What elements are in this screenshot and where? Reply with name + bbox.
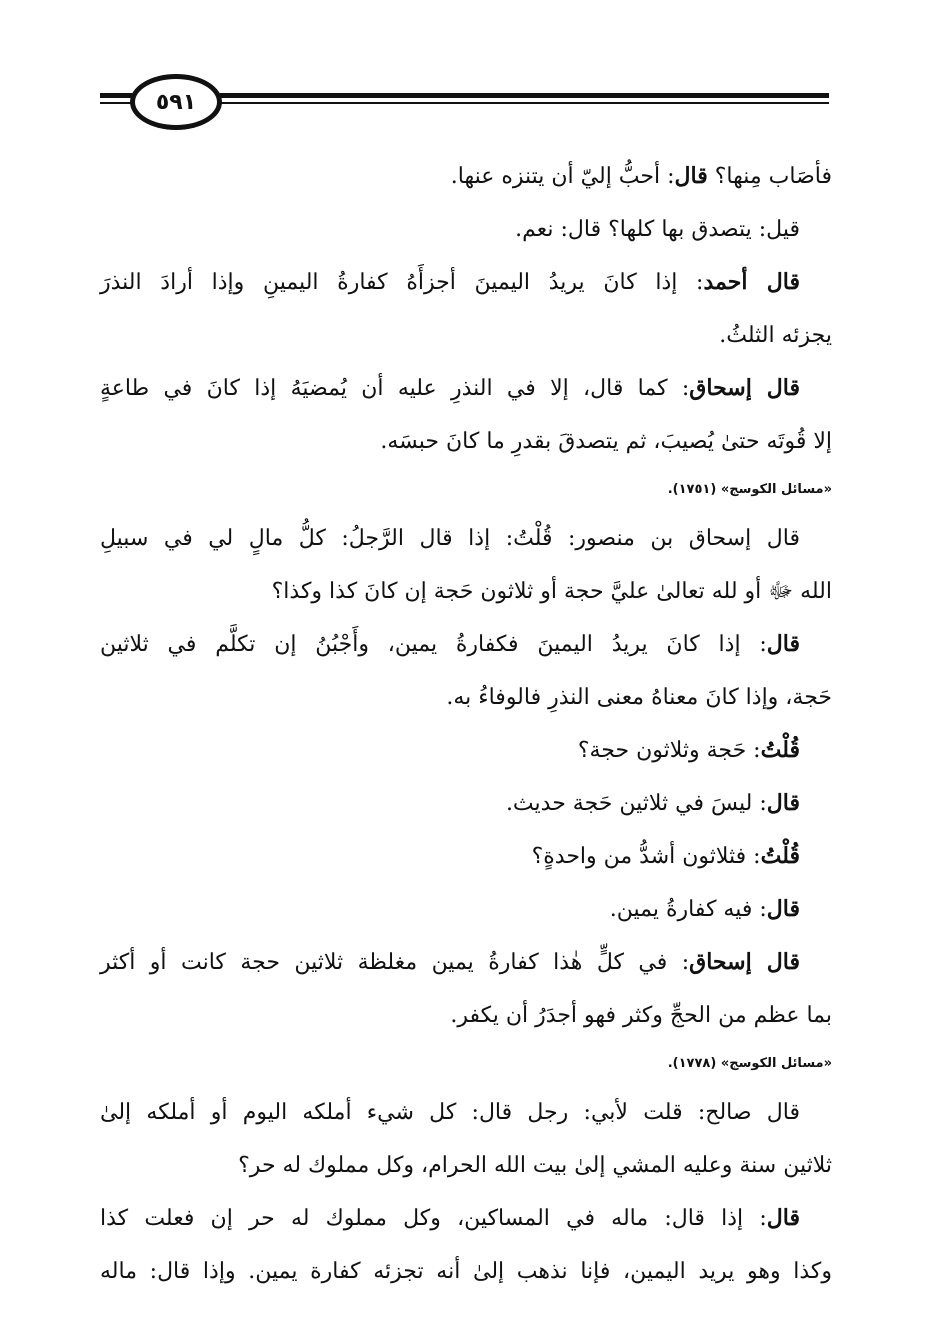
speaker-label: قال — [766, 1205, 800, 1231]
line-text: قال صالح: قلت لأبي: رجل قال: كل شيء أملكه اليوم أو أملكه إلىٰ — [100, 1100, 800, 1125]
speaker-label: قال إسحاق — [689, 375, 800, 401]
line-text: قيل: يتصدق بها كلها؟ قال: نعم. — [515, 217, 800, 242]
line-text: ثلاثين سنة وعليه المشي إلىٰ بيت الله الحرام، وكل مملوك له حر؟ — [238, 1153, 832, 1178]
line-text: بما عظم من الحجِّ وكثر فهو أجدَرُ أن يكفر. — [450, 1003, 832, 1028]
text-line — [100, 203, 832, 256]
text-line — [100, 1139, 832, 1192]
text-line — [100, 512, 832, 565]
page-number-badge — [130, 74, 222, 130]
line-text: الله ﷻ أو لله تعالىٰ عليَّ حجة أو ثلاثون حَجة إن كانَ كذا وكذا؟ — [271, 579, 832, 604]
speaker-label: قال — [766, 790, 800, 816]
speaker-label: قُلْتُ — [760, 843, 800, 869]
text-line — [100, 1245, 832, 1298]
source-citation: «مسائل الكوسج» (١٧٥١). — [667, 482, 832, 497]
line-text: : إذا كانَ يريدُ اليمينَ فكفارةُ يمين، وأَجْبُنُ إن تكلَّم في ثلاثين — [100, 632, 767, 657]
text-line — [100, 618, 832, 671]
speaker-label: قال — [766, 896, 800, 922]
line-text: : فثلاثون أشدُّ من واحدةٍ؟ — [531, 844, 761, 869]
line-text: إلا قُوتَه حتىٰ يُصيبَ، ثم يتصدقَ بقدرِ ما كانَ حبسَه. — [380, 429, 832, 454]
line-text: : أحبُّ إليّ أن يتنزه عنها. — [450, 164, 675, 189]
text-line — [100, 256, 832, 309]
line-text: : كما قال، إلا في النذرِ عليه أن يُمضيَهُ إذا كانَ في طاعةٍ — [100, 376, 690, 401]
text-line — [100, 724, 832, 777]
text-line — [100, 1192, 832, 1245]
page-number: ٥٩١ — [155, 89, 197, 115]
text-line — [100, 936, 832, 989]
text-line — [100, 830, 832, 883]
line-text: : إذا كانَ يريدُ اليمينَ أجزأَهُ كفارةُ اليمينِ وإذا أرادَ النذرَ — [100, 270, 704, 295]
line-text: : فيه كفارةُ يمين. — [609, 897, 767, 922]
text-line — [100, 1086, 832, 1139]
line-text: قال إسحاق بن منصور: قُلْتُ: إذا قال الرَّجلُ: كلُّ مالٍ لي في سبيلِ — [100, 526, 800, 551]
speaker-label: قال — [766, 631, 800, 657]
line-text: : في كلٍّ هٰذا كفارةُ يمين مغلظة ثلاثين حجة كانت أو أكثر — [100, 950, 690, 975]
speaker-label: قال أحمد — [703, 269, 800, 295]
text-line — [100, 565, 832, 618]
speaker-label: قال — [674, 163, 708, 189]
line-text: : حَجة وثلاثون حجة؟ — [577, 738, 761, 763]
line-text: يجزئه الثلثُ. — [719, 323, 832, 348]
text-line — [100, 415, 832, 468]
page-header — [100, 74, 829, 134]
text-line — [100, 989, 832, 1042]
page-body — [100, 150, 832, 1298]
line-text: وكذا وهو يريد اليمين، فإنا نذهب إلىٰ أنه تجزئه كفارة يمين. وإذا قال: ماله — [100, 1259, 832, 1284]
text-line — [100, 150, 832, 203]
text-line — [100, 362, 832, 415]
text-line — [100, 777, 832, 830]
line-text: : ليسَ في ثلاثين حَجة حديث. — [505, 791, 767, 816]
source-citation: «مسائل الكوسج» (١٧٧٨). — [667, 1056, 832, 1071]
text-line — [100, 671, 832, 724]
speaker-label: قُلْتُ — [760, 737, 800, 763]
speaker-label: قال إسحاق — [689, 949, 800, 975]
text-line — [100, 883, 832, 936]
line-text: فأصَاب مِنها؟ — [707, 164, 832, 189]
text-line — [100, 309, 832, 362]
line-text: حَجة، وإذا كانَ معناهُ معنى النذرِ فالوفاءُ به. — [446, 685, 832, 710]
line-text: : إذا قال: ماله في المساكين، وكل مملوك له حر إن فعلت كذا — [100, 1206, 767, 1231]
